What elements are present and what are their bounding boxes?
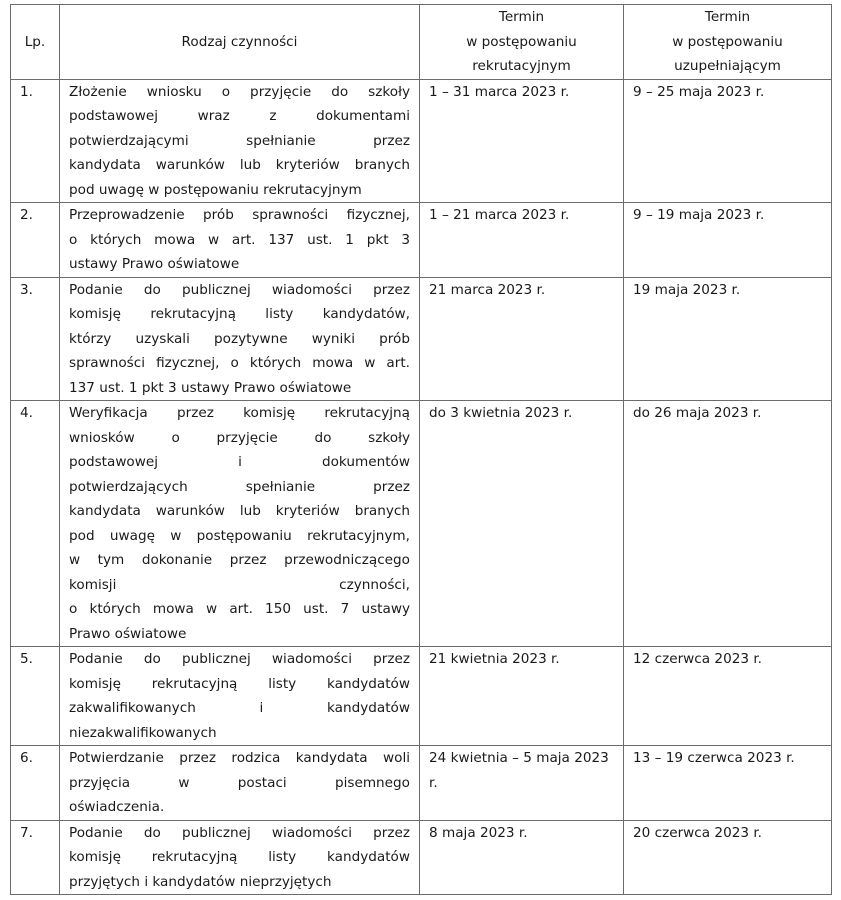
activity-line: podstawowej i dokumentów	[69, 454, 410, 470]
activity-line: przyjętych i kandydatów nieprzyjętych	[69, 873, 332, 890]
activity-line: kandydata warunków lub kryteriów branych	[69, 503, 410, 519]
activity-line: ustawy Prawo oświatowe	[69, 256, 240, 272]
activity-cell	[60, 203, 420, 278]
activity-line: oświadczenia.	[69, 799, 165, 815]
row-number: 3.	[11, 277, 60, 401]
activity-line: Prawo oświatowe	[69, 625, 187, 642]
header-activity: Rodzaj czynności	[60, 5, 420, 80]
row-number: 1.	[11, 79, 60, 203]
activity-line: Weryfikacja przez komisję rekrutacyjną	[69, 405, 410, 421]
activity-line: Potwierdzanie przez rodzica kandydata woli	[69, 750, 410, 766]
row-number: 7.	[11, 820, 60, 895]
header-lp: Lp.	[11, 5, 60, 80]
activity-cell	[60, 79, 420, 203]
row-number: 5.	[11, 647, 60, 746]
table-row	[11, 277, 832, 401]
activity-line: o których mowa w art. 137 ust. 1 pkt 3	[69, 231, 410, 248]
term-main-cell: 8 maja 2023 r.	[420, 820, 624, 895]
table-row	[11, 820, 832, 895]
header-term-supp-line: w postępowaniu	[672, 33, 783, 50]
activity-line: komisję rekrutacyjną listy kandydatów,	[69, 306, 410, 322]
table-body	[11, 79, 832, 895]
term-supp-cell: 13 – 19 czerwca 2023 r.	[624, 746, 832, 821]
table-row	[11, 647, 832, 746]
activity-cell	[60, 647, 420, 746]
term-supp-cell: 19 maja 2023 r.	[624, 277, 832, 401]
activity-line: Podanie do publicznej wiadomości przez	[69, 651, 410, 667]
activity-line: pod uwagę w postępowaniu rekrutacyjnym,	[69, 527, 410, 544]
activity-line: Złożenie wniosku o przyjęcie do szkoły	[69, 83, 410, 100]
row-number: 6.	[11, 746, 60, 821]
activity-line: 137 ust. 1 pkt 3 ustawy Prawo oświatowe	[69, 379, 352, 396]
term-supp-cell: 9 – 25 maja 2023 r.	[624, 79, 832, 203]
activity-line: potwierdzającymi spełnianie przez	[69, 132, 410, 149]
table-row	[11, 79, 832, 203]
term-main-cell: 24 kwietnia – 5 maja 2023 r.	[420, 746, 624, 821]
activity-line: komisję rekrutacyjną listy kandydatów	[69, 675, 410, 692]
activity-line: Podanie do publicznej wiadomości przez	[69, 281, 410, 298]
header-term-supp-line: uzupełniającym	[674, 58, 781, 74]
activity-line: komisji czynności,	[69, 576, 410, 593]
activity-line: pod uwagę w postępowaniu rekrutacyjnym	[69, 181, 362, 198]
activity-line: w tym dokonanie przez przewodniczącego	[69, 552, 410, 568]
activity-line: którzy uzyskali pozytywne wyniki prób	[69, 330, 410, 347]
term-main-cell: 1 – 21 marca 2023 r.	[420, 203, 624, 278]
header-term-main	[420, 5, 624, 80]
activity-line: sprawności fizycznej, o których mowa w art.	[69, 355, 410, 371]
activity-line: przyjęcia w postaci pisemnego	[69, 774, 410, 791]
table-row	[11, 746, 832, 821]
header-term-main-line: w postępowaniu	[466, 33, 577, 50]
term-supp-cell: 9 – 19 maja 2023 r.	[624, 203, 832, 278]
activity-line: Przeprowadzenie prób sprawności fizycznej,	[69, 207, 410, 223]
activity-line: o których mowa w art. 150 ust. 7 ustawy	[69, 601, 410, 617]
activity-line: wniosków o przyjęcie do szkoły	[69, 429, 410, 446]
term-supp-cell: do 26 maja 2023 r.	[624, 401, 832, 647]
activity-cell	[60, 746, 420, 821]
term-main-cell: 21 marca 2023 r.	[420, 277, 624, 401]
term-main-cell: 1 – 31 marca 2023 r.	[420, 79, 624, 203]
term-supp-cell: 20 czerwca 2023 r.	[624, 820, 832, 895]
activity-cell	[60, 820, 420, 895]
activity-line: niezakwalifikowanych	[69, 724, 217, 741]
activity-cell	[60, 401, 420, 647]
header-term-supp-line: Termin	[704, 9, 751, 25]
term-main-cell: do 3 kwietnia 2023 r.	[420, 401, 624, 647]
header-row	[11, 5, 832, 80]
term-main-cell: 21 kwietnia 2023 r.	[420, 647, 624, 746]
activity-line: Podanie do publicznej wiadomości przez	[69, 824, 410, 841]
recruitment-schedule-table	[10, 4, 832, 895]
row-number: 2.	[11, 203, 60, 278]
activity-line: komisję rekrutacyjną listy kandydatów	[69, 849, 410, 865]
row-number: 4.	[11, 401, 60, 647]
activity-line: kandydata warunków lub kryteriów branych	[69, 157, 410, 173]
activity-line: podstawowej wraz z dokumentami	[69, 108, 410, 124]
header-term-main-line: Termin	[498, 9, 545, 25]
header-term-main-line: rekrutacyjnym	[472, 58, 571, 74]
activity-line: potwierdzających spełnianie przez	[69, 478, 410, 495]
table-row	[11, 203, 832, 278]
table-row	[11, 401, 832, 647]
activity-line: zakwalifikowanych i kandydatów	[69, 700, 410, 716]
activity-cell	[60, 277, 420, 401]
header-term-supp	[624, 5, 832, 80]
term-supp-cell: 12 czerwca 2023 r.	[624, 647, 832, 746]
